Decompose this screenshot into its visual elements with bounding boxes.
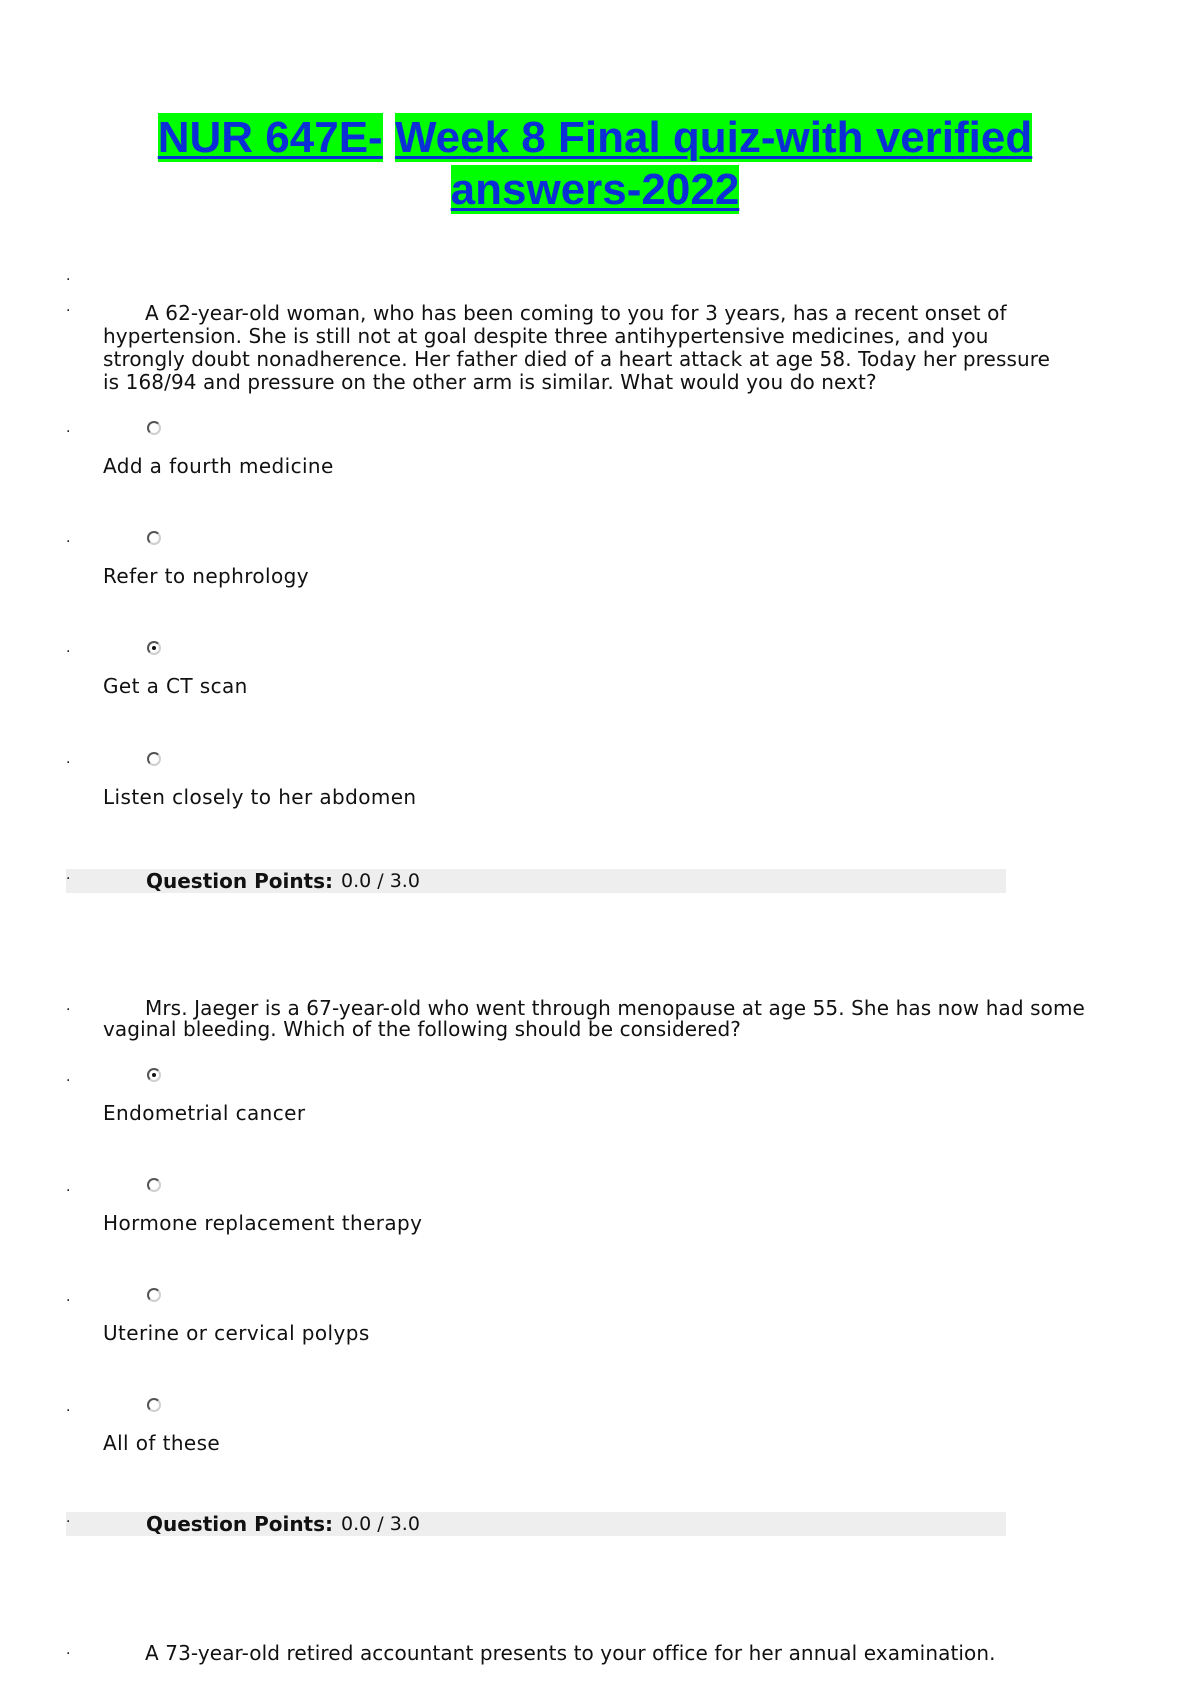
points-value: 0.0 / 3.0 xyxy=(341,870,420,892)
question-2-option-3-radio[interactable] xyxy=(147,1288,161,1302)
list-bullet: · xyxy=(66,1002,71,1018)
list-bullet: · xyxy=(66,644,71,660)
list-bullet: · xyxy=(66,1183,71,1199)
question-2-option-2-radio[interactable] xyxy=(147,1178,161,1192)
document-title xyxy=(0,112,1190,216)
points-label: Question Points: xyxy=(146,1512,334,1536)
question-1-option-2-radio[interactable] xyxy=(147,531,161,545)
question-2-text: Mrs. Jaeger is a 67-year-old who went through menopause at age 55. She has now had some vaginal bleeding. Which of the following should be considered? xyxy=(103,996,1085,1041)
title-link-part1[interactable]: NUR 647E- xyxy=(157,113,383,162)
question-2-option-4-label: All of these xyxy=(103,1431,221,1455)
list-bullet: · xyxy=(66,1646,71,1662)
question-1-option-4-label: Listen closely to her abdomen xyxy=(103,785,417,809)
list-bullet: · xyxy=(66,871,71,887)
list-bullet: · xyxy=(66,534,71,550)
question-1-option-3-label: Get a CT scan xyxy=(103,674,248,698)
list-bullet: · xyxy=(66,755,71,771)
question-2-option-1-label: Endometrial cancer xyxy=(103,1101,306,1125)
question-1-points xyxy=(66,869,1006,893)
question-2-option-2-label: Hormone replacement therapy xyxy=(103,1211,423,1235)
list-bullet: · xyxy=(66,1293,71,1309)
question-1-text: A 62-year-old woman, who has been coming to you for 3 years, has a recent onset of hypertension. She is still not at goal despite three antihypertensive medicines, and you strongly doubt nonadherence. Her father died of a heart attack at age 58. Today her pressure is 168/94 and pressure on the other arm is similar. What would you do next? xyxy=(103,301,1051,394)
question-1-option-4-radio[interactable] xyxy=(147,752,161,766)
question-2-option-4-radio[interactable] xyxy=(147,1398,161,1412)
points-label: Question Points: xyxy=(146,869,334,893)
question-1-option-2-label: Refer to nephrology xyxy=(103,564,309,588)
question-1-option-1-radio[interactable] xyxy=(147,421,161,435)
question-1-option-1-label: Add a fourth medicine xyxy=(103,454,334,478)
points-value: 0.0 / 3.0 xyxy=(341,1513,420,1535)
list-bullet: · xyxy=(66,303,71,319)
question-2-points xyxy=(66,1512,1006,1536)
title-link-part3[interactable]: answers-2022 xyxy=(450,165,740,214)
question-3-text: A 73-year-old retired accountant presents to your office for her annual examination. xyxy=(145,1641,996,1665)
title-link-part2[interactable]: Week 8 Final quiz-with verified xyxy=(394,113,1033,162)
question-2-option-3-label: Uterine or cervical polyps xyxy=(103,1321,370,1345)
list-bullet: · xyxy=(66,272,71,288)
list-bullet: · xyxy=(66,1073,71,1089)
question-2-option-1-radio-selected[interactable] xyxy=(147,1068,161,1082)
list-bullet: · xyxy=(66,1514,71,1530)
list-bullet: · xyxy=(66,1403,71,1419)
question-1-option-3-radio-selected[interactable] xyxy=(147,641,161,655)
list-bullet: · xyxy=(66,424,71,440)
